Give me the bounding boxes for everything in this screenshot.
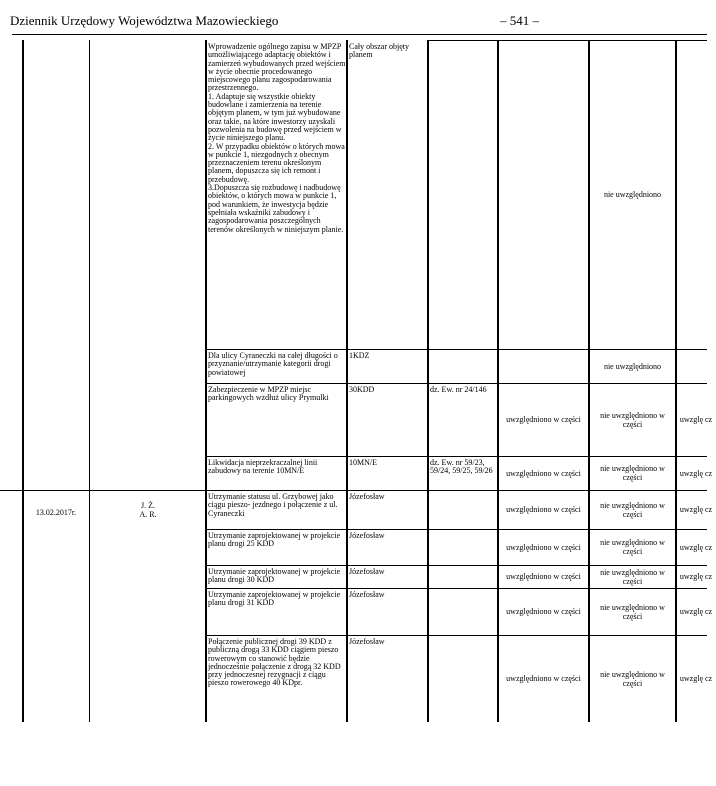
row-content: Utrzymanie zaprojektowanej w projekcie planu drogi 30 KDD — [208, 567, 341, 585]
row-status-b: nie uwzględniono w części — [600, 602, 665, 621]
row-status-b: nie uwzględniono w części — [600, 538, 665, 556]
header-rule — [12, 34, 707, 35]
submission-number — [0, 502, 16, 522]
row-parcel — [430, 493, 496, 513]
column-line — [89, 40, 90, 722]
row-area: Cały obszar objęty planem — [349, 42, 409, 60]
row-status-a: uwzględniono w części — [506, 572, 581, 581]
row-area: Józefosław — [349, 567, 385, 576]
row-area: Józefosław — [349, 590, 385, 599]
row-status-c: uwzglę cz — [679, 674, 713, 683]
row-content: Połączenie publicznej drogi 39 KDD z publiczną drogą 33 KDD ciągiem pieszo rowerowym co stanowić będzie jednocześnie połączenie z drogą 32 KDD przy jednoczesnej rezygnacji z ciągu pieszo rowerowego 40 KDpr. — [208, 637, 341, 688]
row-parcel — [430, 352, 496, 382]
row-status-b: nie uwzględniono w części — [600, 464, 665, 482]
row-status-c: uwzglę cz — [679, 542, 713, 552]
row-status-c: uwzglę cz — [679, 607, 713, 616]
row-parcel — [430, 638, 496, 656]
row-status-b: nie uwzględniono — [603, 190, 662, 199]
column-line — [346, 40, 348, 722]
row-content: Utrzymanie zaprojektowanej w projekcie planu drogi 31 KDD — [208, 590, 341, 608]
comments-table — [0, 40, 713, 722]
row-status-a: uwzględniono w części — [506, 542, 581, 552]
journal-title: Dziennik Urzędowy Województwa Mazowieckiego — [10, 13, 279, 28]
row-status-b: nie uwzględniono w części — [600, 500, 665, 519]
row-status-c: uwzglę cz — [679, 505, 713, 514]
row-status-a: uwzględniono w części — [506, 468, 581, 478]
row-status-a — [499, 40, 588, 349]
row-parcel: dz. Ew. nr 24/146 — [430, 385, 487, 394]
row-parcel: dz. Ew. nr 59/23, 59/24, 59/25, 59/26 — [430, 458, 493, 476]
row-content: Utrzymanie statusu ul. Grzybowej jako ciągu pieszo- jezdnego i połączenie z ul. Cyraneczki — [208, 492, 338, 518]
row-parcel — [430, 43, 496, 73]
row-status-b: nie uwzględniono w części — [600, 410, 665, 429]
page-number: – 541 – — [500, 13, 539, 28]
row-status-c: uwzglę cz — [679, 468, 713, 478]
row-status-b: nie uwzględniono w części — [600, 669, 665, 688]
column-line — [427, 40, 429, 722]
submission-date: 13.02.2017r. — [35, 507, 77, 517]
column-line — [205, 40, 207, 722]
row-status-c: uwzglę cz — [679, 572, 713, 581]
row-parcel — [430, 532, 496, 552]
row-status-a — [499, 349, 588, 383]
row-status-c: uwzglę cz — [679, 415, 713, 424]
row-status-b: nie uwzględniono w części — [600, 567, 665, 586]
row-parcel — [430, 568, 496, 586]
row-status-c — [676, 349, 716, 383]
submission-author: J. Ż. A. R. — [139, 501, 157, 519]
row-area: Józefosław — [349, 637, 385, 646]
row-area: 1KDZ — [349, 351, 370, 360]
row-status-c — [676, 40, 716, 349]
row-status-a: uwzględniono w części — [506, 415, 581, 424]
row-area: 10MN/E — [349, 458, 377, 467]
row-content: Utrzymanie zaprojektowanej w projekcie planu drogi 25 KDD — [208, 531, 341, 549]
row-area: Józefosław — [349, 531, 385, 540]
row-parcel — [430, 591, 496, 609]
row-status-a: uwzględniono w części — [506, 674, 581, 683]
row-status-b: nie uwzględniono — [603, 361, 662, 371]
row-area: 30KDD — [349, 385, 375, 394]
row-content: Likwidacja nieprzekraczalnej linii zabudowy na terenie 10MN/E — [208, 458, 318, 476]
row-content: Dla ulicy Cyraneczki na całej długości o przyznanie/utrzymanie kategorii drogi powiatowej — [208, 351, 338, 377]
row-area: Józefosław — [349, 492, 385, 501]
row-status-a: uwzględniono w części — [506, 607, 581, 616]
row-status-a: uwzględniono w części — [506, 505, 581, 514]
row-content: Zabezpieczenie w MPZP miejsc parkingowych wzdłuż ulicy Prymulki — [208, 385, 329, 403]
row-content: Wprowadzenie ogólnego zapisu w MPZP umożliwiającego adaptację obiektów i zamierzeń wybudowanych przed wejściem w życie obecnie procedowanego miejscowego planu zagospodarowania przestrzennego. 1. Adaptuje się wszystkie obiekty budowlane i zamierzenia na terenie objętym planem, w tym już wybudowane oraz takie, na które inwestorzy uzyskali pozwolenia na budowę przed wejściem w życie niniejszego planu. 2. W przypadku obiektów o których mowa w punkcie 1, niezgodnych z obecnym przeznaczeniem terenu określonym planem, dopuszcza się ich remont i przebudowę. 3.Dopuszcza się rozbudowę i nadbudowę obiektów, o których mowa w punkcie 1, pod warunkiem, że inwestycja będzie spełniała wskaźniki zabudowy i zagospodarowania poszczególnych terenów określonych w niniejszym planie. — [208, 42, 346, 234]
column-line — [22, 40, 24, 722]
